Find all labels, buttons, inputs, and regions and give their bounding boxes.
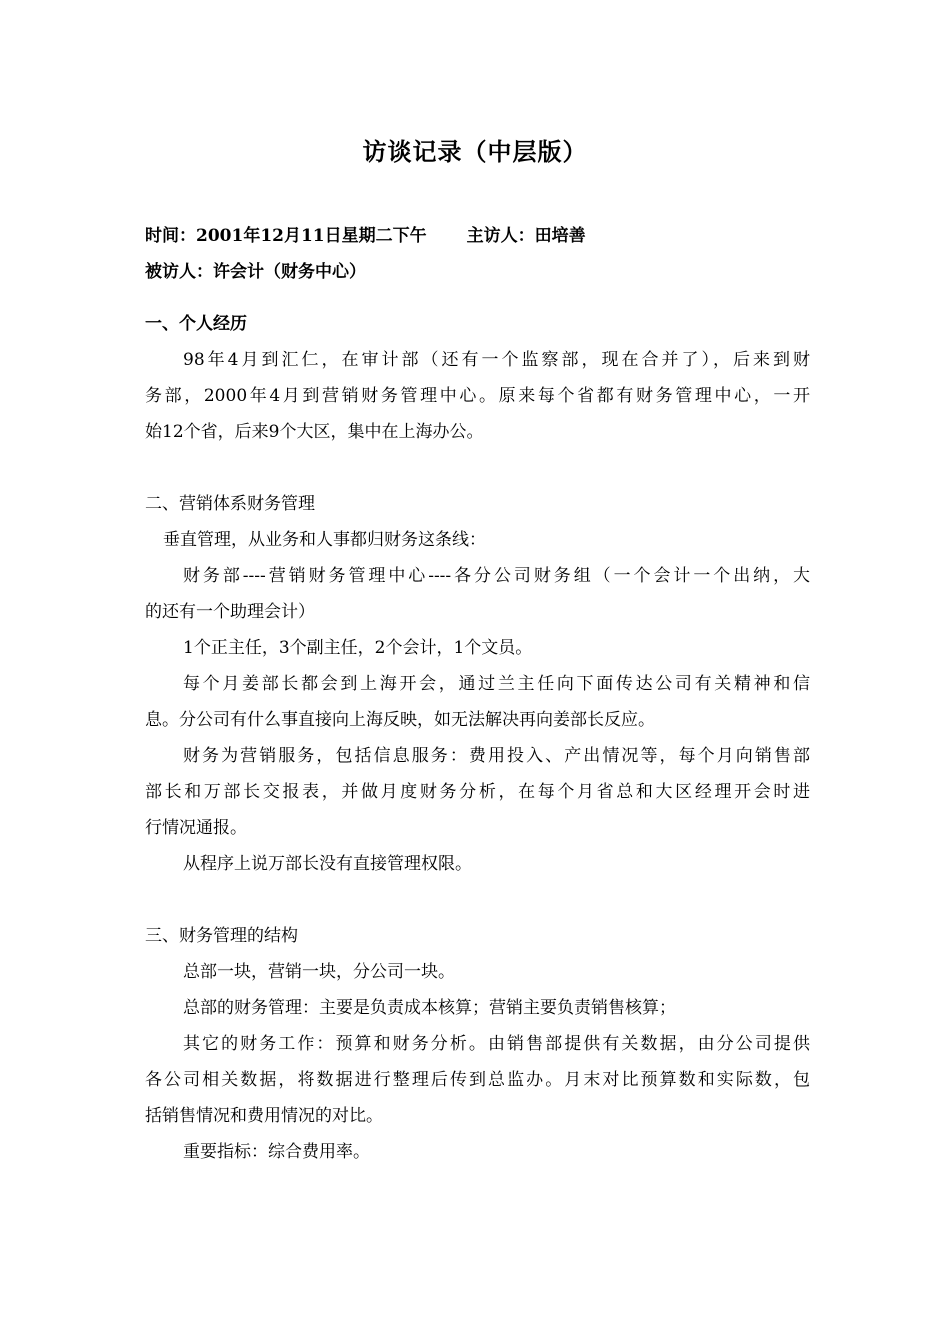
section2-p4-line-2: 部长和万部长交报表，并做月度财务分析，在每个月省总和大区经理开会时进 xyxy=(145,782,810,802)
meta-time: 时间：2001年12月11日星期二下午 xyxy=(145,226,427,246)
section3-heading: 三、财务管理的结构 xyxy=(145,926,298,946)
section1-line-3: 始12个省，后来9个大区，集中在上海办公。 xyxy=(145,422,484,442)
section1-heading: 一、个人经历 xyxy=(145,314,247,334)
section1-line-1: 98年4月到汇仁，在审计部（还有一个监察部，现在合并了），后来到财 xyxy=(183,350,810,370)
section2-p2: 1个正主任，3个副主任，2个会计，1个文员。 xyxy=(183,638,533,658)
meta-interviewer: 主访人：田培善 xyxy=(466,226,586,246)
section3-p2: 总部的财务管理：主要是负责成本核算；营销主要负责销售核算； xyxy=(183,998,676,1018)
section1-line-2: 务部，2000年4月到营销财务管理中心。原来每个省都有财务管理中心，一开 xyxy=(145,386,810,406)
section2-intro: 垂直管理，从业务和人事都归财务这条线： xyxy=(163,530,486,550)
section2-heading: 二、营销体系财务管理 xyxy=(145,494,315,514)
section2-p4-line-1: 财务为营销服务，包括信息服务：费用投入、产出情况等，每个月向销售部 xyxy=(183,746,810,766)
meta-interviewee: 被访人：许会计（财务中心） xyxy=(145,262,366,282)
section2-p1-line-1: 财务部----营销财务管理中心----各分公司财务组（一个会计一个出纳，大 xyxy=(183,566,810,586)
section3-p3-line-1: 其它的财务工作：预算和财务分析。由销售部提供有关数据，由分公司提供 xyxy=(183,1034,810,1054)
section3-p3-line-2: 各公司相关数据，将数据进行整理后传到总监办。月末对比预算数和实际数，包 xyxy=(145,1070,810,1090)
section2-p5: 从程序上说万部长没有直接管理权限。 xyxy=(183,854,472,874)
section2-p3-line-2: 息。分公司有什么事直接向上海反映，如无法解决再向姜部长反应。 xyxy=(145,710,655,730)
section2-p3-line-1: 每个月姜部长都会到上海开会，通过兰主任向下面传达公司有关精神和信 xyxy=(183,674,810,694)
section3-p4: 重要指标：综合费用率。 xyxy=(183,1142,370,1162)
section3-p1: 总部一块，营销一块，分公司一块。 xyxy=(183,962,455,982)
document-title: 访谈记录（中层版） xyxy=(362,137,588,166)
section2-p4-line-3: 行情况通报。 xyxy=(145,818,247,838)
section3-p3-line-3: 括销售情况和费用情况的对比。 xyxy=(145,1106,383,1126)
section2-p1-line-2: 的还有一个助理会计） xyxy=(145,602,315,622)
meta-line-time xyxy=(145,225,810,247)
